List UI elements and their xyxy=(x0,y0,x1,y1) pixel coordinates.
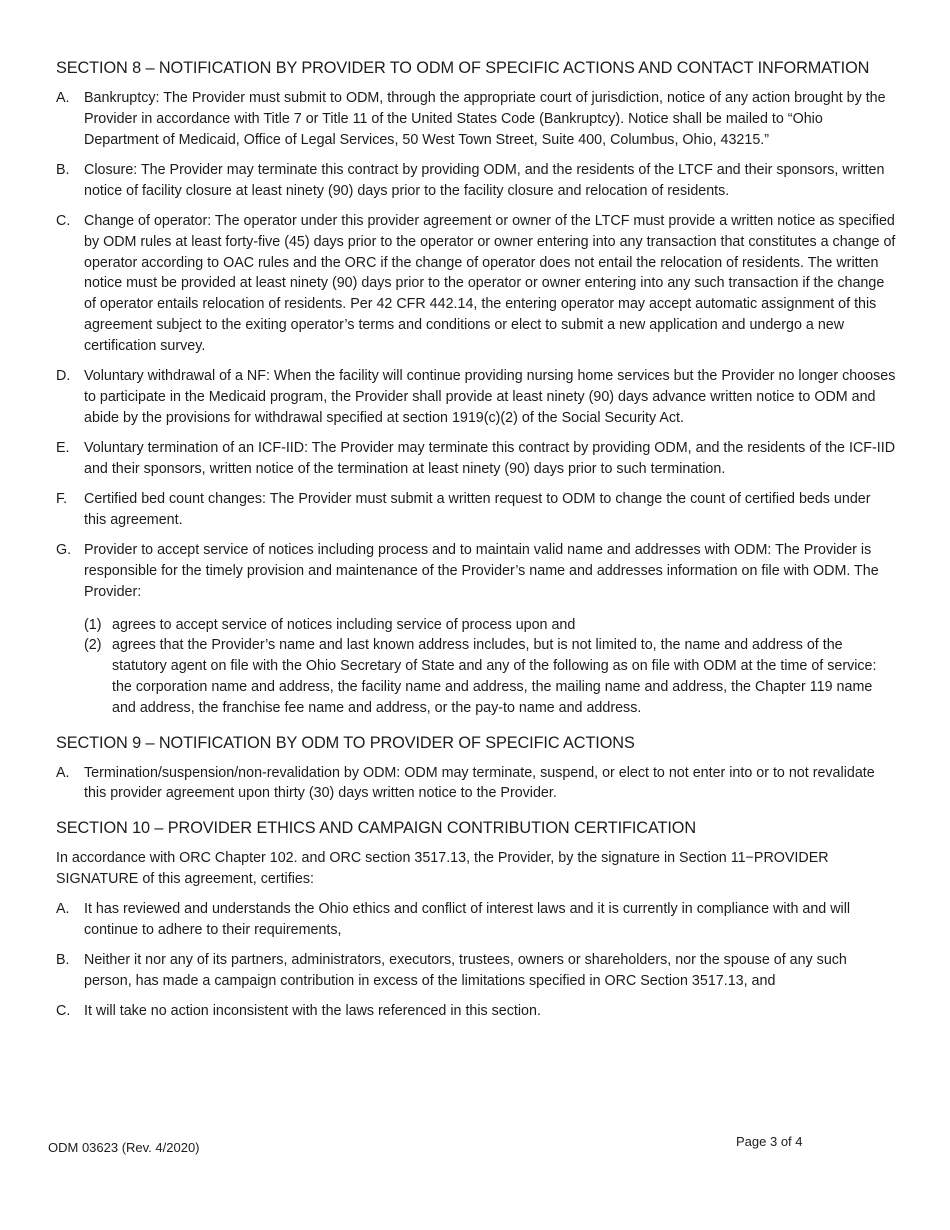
item-text: It will take no action inconsistent with the laws referenced in this section. xyxy=(84,1002,541,1019)
item-text: Voluntary withdrawal of a NF: When the facility will continue providing nursing home services but the Provider no longer chooses to participate in the Medicaid program, the Provider shall provide at least ninety (90) days advance written notice to ODM and abide by the provisions for withdrawal specified at section 1919(c)(2) of the Social Security Act. xyxy=(84,368,896,426)
item-text: Closure: The Provider may terminate this contract by providing ODM, and the residents of the LTCF and their sponsors, written notice of facility closure at least ninety (90) days prior to the facility closure and relocation of residents. xyxy=(84,161,885,199)
sub-item-label: (2) xyxy=(84,637,102,654)
item-label: A. xyxy=(56,764,70,781)
item-text: Neither it nor any of its partners, administrators, executors, trustees, owners or shareholders, nor the spouse of any such person, has made a campaign contribution in excess of the limitations specified in ORC Section 3517.13, and xyxy=(84,951,847,989)
list-item xyxy=(56,950,896,992)
item-label: E. xyxy=(56,439,70,456)
list-item xyxy=(56,763,896,805)
list-item xyxy=(56,899,896,941)
item-text: Termination/suspension/non-revalidation by ODM: ODM may terminate, suspend, or elect to not enter into or to not revalidate this provider agreement upon thirty (30) days written notice to the Provider. xyxy=(84,764,875,802)
section-10 xyxy=(56,818,896,1022)
list-item xyxy=(56,211,896,357)
list-item xyxy=(56,540,896,602)
item-label: F. xyxy=(56,491,68,508)
section-8-heading: SECTION 8 – NOTIFICATION BY PROVIDER TO ODM OF SPECIFIC ACTIONS AND CONTACT INFORMATION xyxy=(56,59,870,77)
item-label: C. xyxy=(56,212,71,229)
section-10-list xyxy=(56,899,896,1022)
item-label: G. xyxy=(56,542,72,559)
section-10-intro: In accordance with ORC Chapter 102. and ORC section 3517.13, the Provider, by the signature in Section 11−PROVIDER SIGNATURE of this agreement, certifies: xyxy=(56,850,829,887)
item-label: A. xyxy=(56,90,70,106)
list-item xyxy=(56,438,896,480)
list-item xyxy=(56,160,896,202)
page-number: Page 3 of 4 xyxy=(736,1134,803,1149)
section-10-heading: SECTION 10 – PROVIDER ETHICS AND CAMPAIGN CONTRIBUTION CERTIFICATION xyxy=(56,819,697,838)
sub-list-item xyxy=(84,615,896,636)
list-item xyxy=(56,1001,896,1022)
item-label: D. xyxy=(56,368,71,385)
section-9-heading: SECTION 9 – NOTIFICATION BY ODM TO PROVIDER OF SPECIFIC ACTIONS xyxy=(56,733,635,752)
list-item xyxy=(56,88,896,150)
item-text: It has reviewed and understands the Ohio ethics and conflict of interest laws and it is currently in compliance with and will continue to adhere to their requirements, xyxy=(84,900,851,938)
section-8-list xyxy=(56,88,896,719)
sub-list-item xyxy=(84,635,896,718)
list-item xyxy=(56,366,896,428)
section-9-list xyxy=(56,763,896,805)
list-item xyxy=(56,489,896,531)
item-text: Provider to accept service of notices including process and to maintain valid name and addresses with ODM: The Provider is responsible for the timely provision and maintenance of the Provider’s name and addresses information on file with ODM. The Provider: xyxy=(84,542,879,600)
sub-item-text: agrees to accept service of notices including service of process upon and xyxy=(112,616,576,633)
item-label: C. xyxy=(56,1002,71,1019)
item-text: Certified bed count changes: The Provider must submit a written request to ODM to change the count of certified beds under this agreement. xyxy=(84,491,871,528)
section-9 xyxy=(56,733,896,805)
sub-item-text: agrees that the Provider’s name and last known address includes, but is not limited to, the name and address of the statutory agent on file with the Ohio Secretary of State and any of the following as on file with ODM at the time of service: the corporation name and address, the facility name and address, the mailing name and address, the Chapter 119 name and address, the franchise fee name and address, or the pay-to name and address. xyxy=(112,637,877,716)
item-text: Bankruptcy: The Provider must submit to ODM, through the appropriate court of jurisdiction, notice of any action brought by the Provider in accordance with Title 7 or Title 11 of the United States Code (Bankruptcy). Notice shall be mailed to “Ohio Department of Medicaid, Office of Legal Services, 50 West Town Street, Suite 400, Columbus, Ohio, 43215.” xyxy=(84,90,886,148)
sub-list xyxy=(84,615,896,719)
item-label: A. xyxy=(56,900,70,917)
form-id: ODM 03623 (Rev. 4/2020) xyxy=(48,1140,200,1155)
sub-item-label: (1) xyxy=(84,616,102,633)
document-page xyxy=(56,58,896,1031)
item-text: Voluntary termination of an ICF-IID: The Provider may terminate this contract by providing ODM, and the residents of the ICF-IID and their sponsors, written notice of the termination at least ninety (90) days prior to such termination. xyxy=(84,439,896,477)
item-label: B. xyxy=(56,161,70,178)
section-8 xyxy=(56,58,896,719)
item-label: B. xyxy=(56,951,70,968)
item-text: Change of operator: The operator under this provider agreement or owner of the LTCF must provide a written notice as specified by ODM rules at least forty-five (45) days prior to the operator or owner entering into any transaction that constitutes a change of operator according to OAC rules and the ORC if the change of operator does not entail the relocation of residents. The written notice must be provided at least ninety (90) days prior to the operator or owner entering into any such transaction if the change of operator entails relocation of residents. Per 42 CFR 442.14, the entering operator may accept automatic assignment of this agreement subject to the exiting operator’s terms and conditions or elect to submit a new application and undergo a new certification survey. xyxy=(84,212,896,354)
